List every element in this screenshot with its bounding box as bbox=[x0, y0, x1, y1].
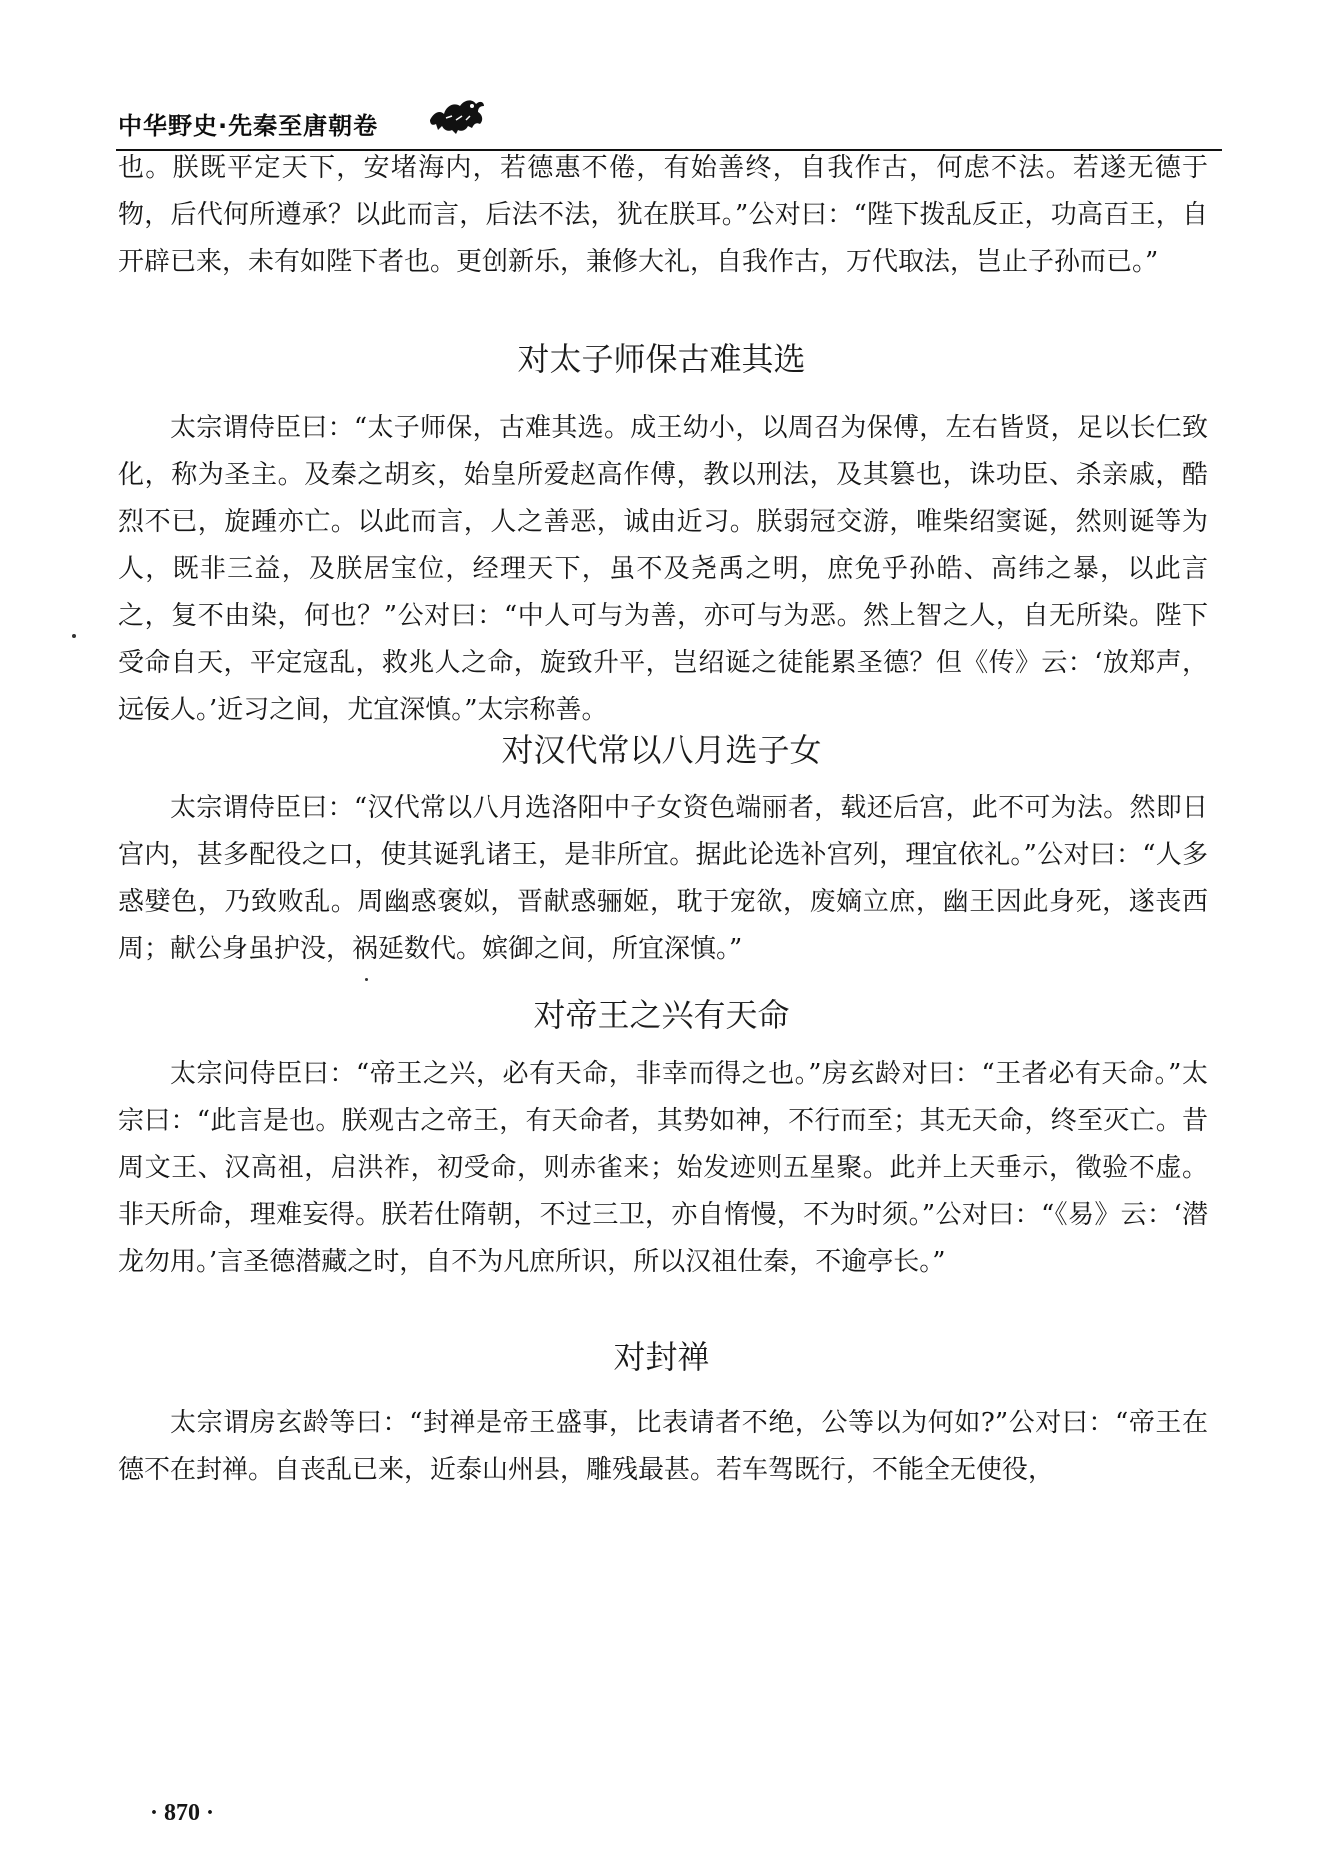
paragraph-3: 太宗问侍臣曰：“帝王之兴，必有天命，非幸而得之也。”房玄龄对曰：“王者必有天命。”太宗曰：“此言是也。朕观古之帝王，有天命者，其势如神，不行而至；其无天命，终至灭亡。昔周文王、汉高祖，启洪祚，初受命，则赤雀来；始发迹则五星聚。此并上天垂示，徵验不虚。非天所命，理难妄得。朕若仕隋朝，不过三卫，亦自惰慢，不为时须。”公对曰：“《易》云：‘潜龙勿用。’言圣德潜藏之时，自不为凡庶所识，所以汉祖仕秦，不逾亭长。” bbox=[118, 1059, 1208, 1277]
section-heading-1: 对太子师保古难其选 bbox=[517, 340, 806, 378]
running-header bbox=[118, 104, 488, 142]
section-heading-3: 对帝王之兴有天命 bbox=[533, 996, 790, 1034]
section-heading-4: 对封禅 bbox=[613, 1338, 710, 1376]
paragraph-continued: 也。朕既平定天下，安堵海内，若德惠不倦，有始善终，自我作古，何虑不法。若遂无德于物，后代何所遵承？以此而言，后法不法，犹在朕耳。”公对曰：“陛下拨乱反正，功高百王，自开辟已来，未有如陛下者也。更创新乐，兼修大礼，自我作古，万代取法，岂止子孙而已。” bbox=[118, 153, 1208, 277]
scan-speck bbox=[365, 978, 368, 981]
dragon-emblem-icon bbox=[426, 90, 488, 142]
scan-speck bbox=[72, 634, 76, 638]
section-heading-2: 对汉代常以八月选子女 bbox=[501, 731, 822, 769]
book-title: 中华野史·先秦至唐朝卷 bbox=[118, 111, 379, 140]
page-number: · 870 · bbox=[150, 1800, 215, 1826]
paragraph-2: 太宗谓侍臣曰：“汉代常以八月选洛阳中子女资色端丽者，载还后宫，此不可为法。然即日宫内，甚多配役之口，使其诞乳诸王，是非所宜。据此论选补宫列，理宜依礼。”公对曰：“人多惑嬖色，乃致败乱。周幽惑褒姒，晋献惑骊姬，耽于宠欲，废嫡立庶，幽王因此身死，遂丧西周；献公身虽护没，祸延数代。嫔御之间，所宜深慎。” bbox=[118, 793, 1208, 964]
paragraph-1: 太宗谓侍臣曰：“太子师保，古难其选。成王幼小，以周召为保傅，左右皆贤，足以长仁致化，称为圣主。及秦之胡亥，始皇所爱赵高作傅，教以刑法，及其篡也，诛功臣、杀亲戚，酷烈不已，旋踵亦亡。以此而言，人之善恶，诚由近习。朕弱冠交游，唯柴绍窦诞，然则诞等为人，既非三益，及朕居宝位，经理天下，虽不及尧禹之明，庶免乎孙皓、高纬之暴，以此言之，复不由染，何也？”公对曰：“中人可与为善，亦可与为恶。然上智之人，自无所染。陛下受命自天，平定寇乱，救兆人之命，旋致升平，岂绍诞之徒能累圣德？但《传》云：‘放郑声，远佞人。’近习之间，尤宜深慎。”太宗称善。 bbox=[118, 413, 1208, 725]
paragraph-4: 太宗谓房玄龄等曰：“封禅是帝王盛事，比表请者不绝，公等以为何如?”公对曰：“帝王在德不在封禅。自丧乱已来，近泰山州县，雕残最甚。若车驾既行，不能全无使役， bbox=[118, 1408, 1208, 1485]
